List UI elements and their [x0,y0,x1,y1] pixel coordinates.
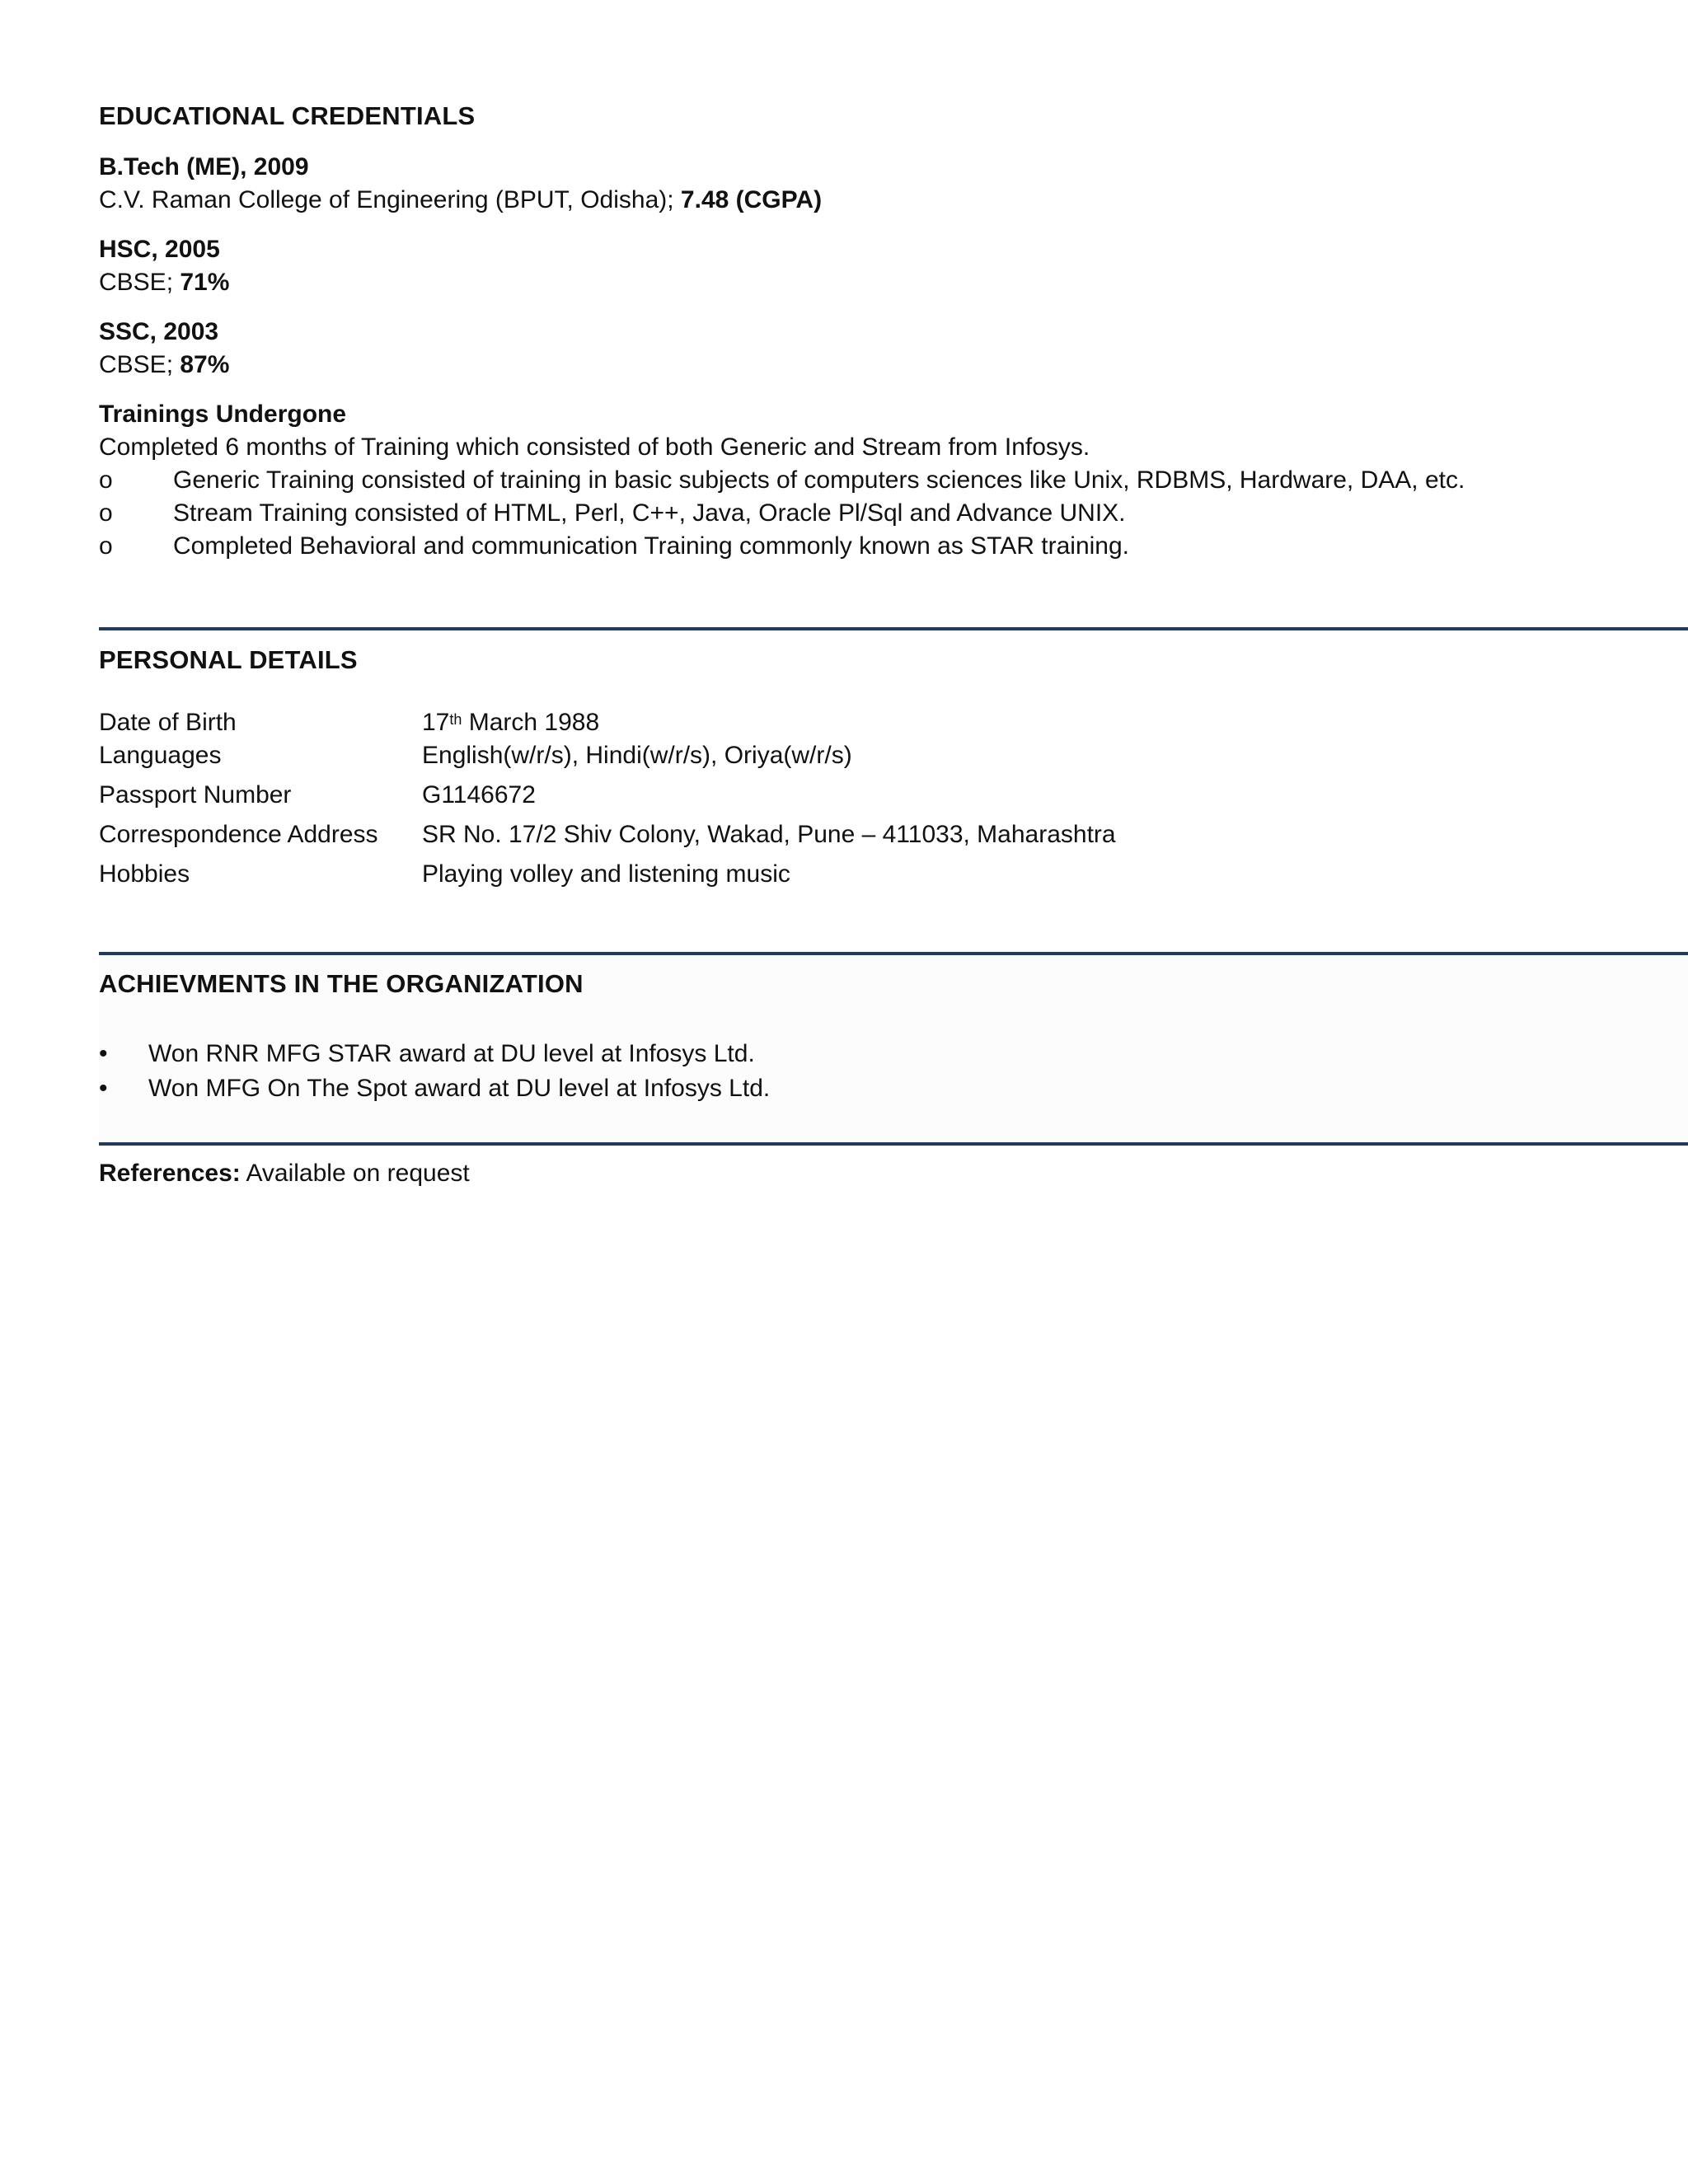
education-entry-detail [99,266,1465,299]
trainings-item-text: Stream Training consisted of HTML, Perl, C++, Java, Oracle Pl/Sql and Advance UNIX. [173,499,1126,527]
trainings-item-text: Completed Behavioral and communication Training commonly known as STAR training. [173,532,1129,560]
education-institution: CBSE; [99,269,181,296]
section-divider [99,627,1688,630]
detail-row-dob [99,706,1116,739]
detail-row-hobbies [99,858,1116,898]
bullet-icon: • [99,1040,108,1067]
education-institution: C.V. Raman College of Engineering (BPUT, Odisha); [99,186,681,213]
education-entry-btech [99,151,1465,217]
detail-label: Passport Number [99,781,292,808]
detail-value: SR No. 17/2 Shiv Colony, Wakad, Pune – 411033, Maharashtra [422,821,1116,848]
achievements-heading: ACHIEVMENTS IN THE ORGANIZATION [99,969,584,998]
education-entry-ssc [99,316,1465,382]
section-divider [99,952,1688,955]
detail-label: Hobbies [99,860,190,888]
references-line [99,1157,470,1190]
education-score: 7.48 (CGPA) [680,186,823,213]
detail-value: G1146672 [422,781,536,808]
section-divider [99,1142,1688,1146]
detail-value: English(w/r/s), Hindi(w/r/s), Oriya(w/r/s) [422,742,852,769]
trainings-block [99,398,1465,563]
achievement-text: Won MFG On The Spot award at DU level at Infosys Ltd. [148,1075,771,1102]
trainings-list-item [99,497,1465,530]
dob-day: 17 [422,709,450,736]
detail-value [422,706,599,739]
references-value: Available on request [240,1160,470,1187]
personal-heading: PERSONAL DETAILS [99,645,358,674]
detail-row-passport [99,779,1116,818]
achievements-section [99,968,770,1106]
dob-rest: March 1988 [462,709,600,736]
education-entry-title: HSC, 2005 [99,236,220,263]
detail-label: Date of Birth [99,709,237,736]
education-entry-hsc [99,233,1465,299]
achievement-item [99,1037,770,1071]
trainings-summary: Completed 6 months of Training which consisted of both Generic and Stream from Infosys. [99,434,1090,461]
education-entry-detail [99,349,1465,382]
references-label: References: [99,1160,241,1187]
trainings-item-text: Generic Training consisted of training in basic subjects of computers sciences like Unix, RDBMS, Hardware, DAA, etc. [173,466,1465,494]
detail-row-languages [99,739,1116,779]
education-entry-detail [99,184,1465,217]
detail-label: Correspondence Address [99,821,378,848]
dob-suffix: th [449,711,462,728]
detail-row-address [99,818,1116,858]
education-section [99,100,1465,563]
education-institution: CBSE; [99,351,181,378]
education-entry-title: B.Tech (ME), 2009 [99,153,309,180]
bullet-icon: o [99,499,113,527]
trainings-list-item [99,530,1465,563]
detail-value: Playing volley and listening music [422,860,790,888]
education-entry-title: SSC, 2003 [99,318,219,345]
achievement-text: Won RNR MFG STAR award at DU level at Infosys Ltd. [148,1040,755,1067]
personal-section [99,644,1116,898]
education-heading: EDUCATIONAL CREDENTIALS [99,101,476,130]
personal-details-table [99,706,1116,898]
bullet-icon: o [99,466,113,494]
education-score: 71% [180,269,230,296]
trainings-title: Trainings Undergone [99,401,347,428]
education-score: 87% [180,351,230,378]
achievement-item [99,1071,770,1106]
detail-label: Languages [99,742,222,769]
achievements-list [99,1037,770,1106]
trainings-list-item [99,464,1465,497]
bullet-icon: • [99,1075,108,1102]
bullet-icon: o [99,532,113,560]
